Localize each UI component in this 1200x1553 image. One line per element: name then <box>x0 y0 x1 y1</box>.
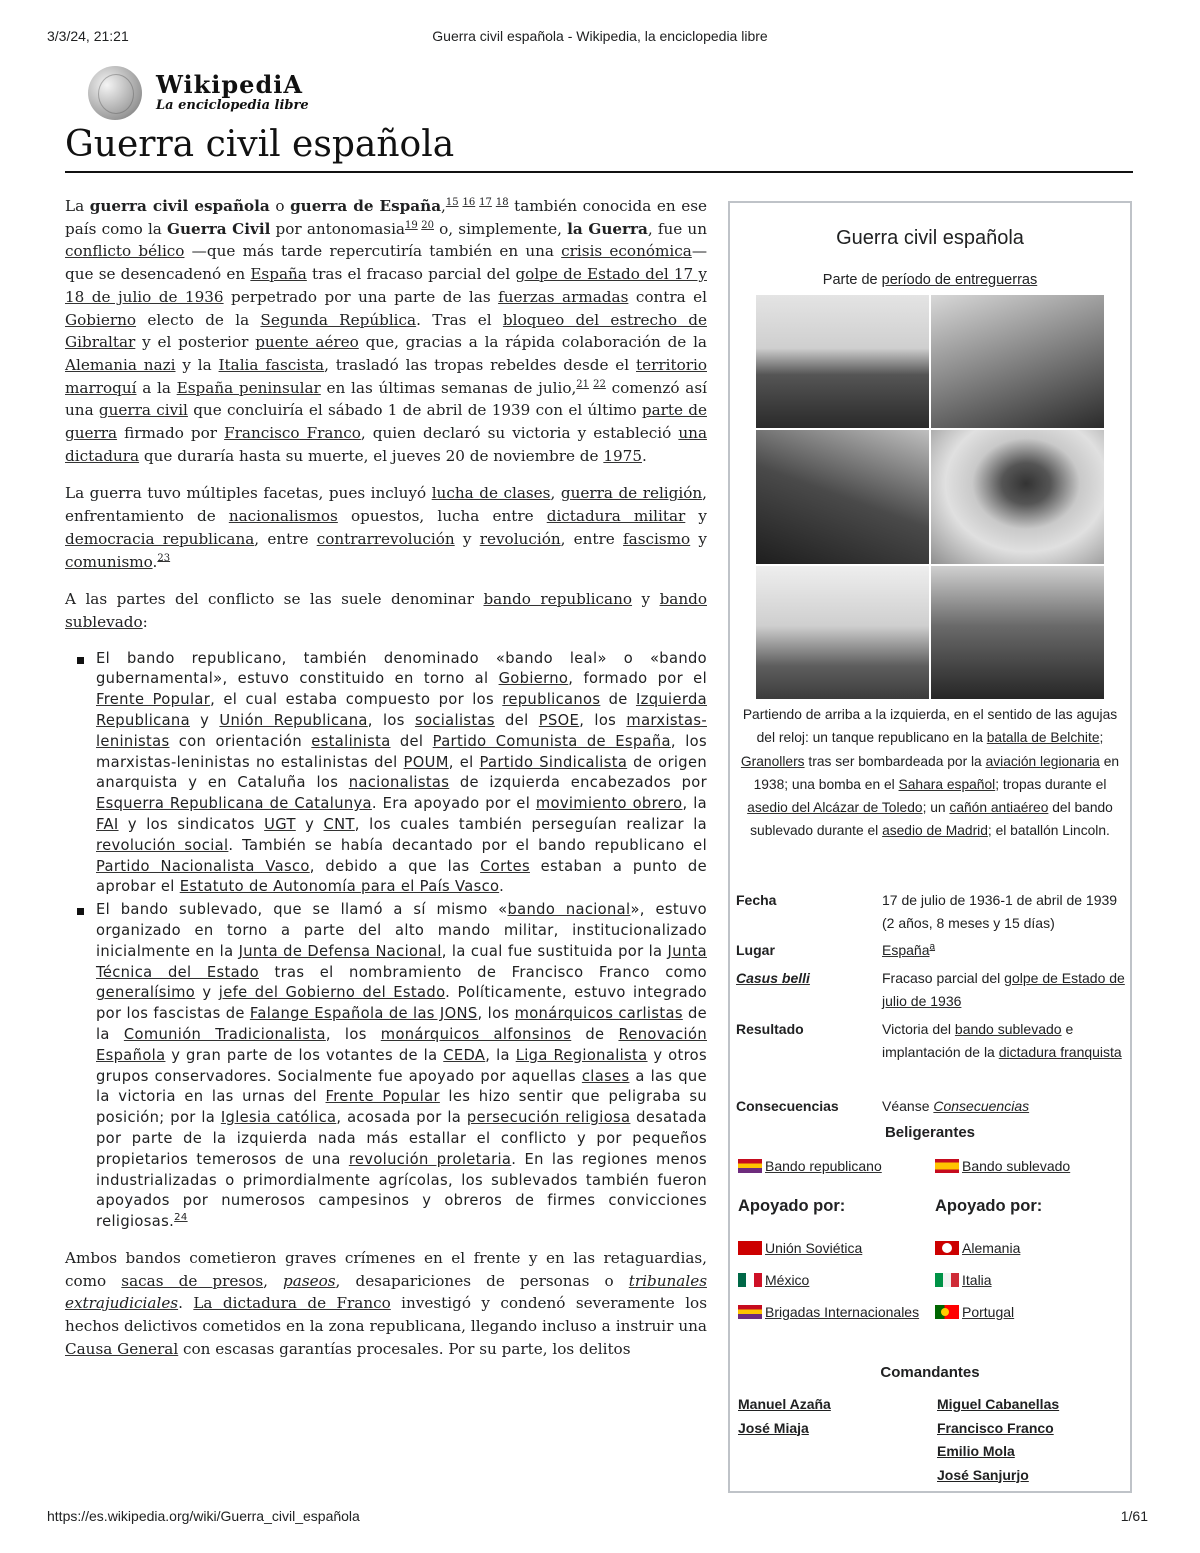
paragraph-sides: A las partes del conflicto se las suele denominar bando republicano y bando sublevado: <box>65 590 707 631</box>
commander-sub[interactable]: Francisco Franco <box>937 1419 1054 1436</box>
portugal-flag-icon <box>935 1305 959 1319</box>
nationalist-flag-icon <box>935 1159 959 1173</box>
logo-tagline: La enciclopedia libre <box>156 98 309 113</box>
article-body <box>65 195 707 1375</box>
apoyo-sub-2: Portugal <box>935 1301 1125 1323</box>
apoyado-rep-heading: Apoyado por: <box>738 1197 846 1215</box>
commander-sub[interactable]: José Sanjurjo <box>937 1466 1029 1483</box>
lugar-label: Lugar <box>736 942 775 958</box>
italy-flag-icon <box>935 1273 959 1287</box>
brigades-flag-icon <box>738 1305 762 1319</box>
mexico-flag-icon <box>738 1273 762 1287</box>
resultado-label: Resultado <box>736 1021 804 1037</box>
bando-rep: Bando republicano <box>738 1155 928 1177</box>
logo-wordmark: WikipediA <box>156 70 303 99</box>
consecuencias-link[interactable]: Consecuencias <box>933 1098 1030 1114</box>
photo-caption: Partiendo de arriba a la izquierda, en el sentido de las agujas del reloj: un tanque republicano en la batalla de Belchite; Granollers tras ser bombardeada por la aviación legionaria en 1938; una bomba en el Sahara español; tropas durante el asedio del Alcázar de Toledo; un cañón antiaéreo del bando sublevado durante el asedio de Madrid; el batallón Lincoln. <box>740 707 1120 839</box>
infobox-part-of <box>730 272 1130 288</box>
lugar-value <box>882 939 1126 962</box>
cmd-sublevado <box>937 1393 1127 1487</box>
title-divider <box>65 171 1133 173</box>
apoyo-rep-2: Brigadas Internacionales <box>738 1301 928 1323</box>
part-of-link[interactable]: período de entreguerras <box>881 272 1038 288</box>
photo-granollers[interactable] <box>931 295 1104 428</box>
sides-list <box>65 649 707 1233</box>
photo-montage[interactable] <box>756 295 1104 699</box>
photo-bomb[interactable] <box>931 430 1104 563</box>
consecuencias-value: Véanse Consecuencias <box>882 1098 1030 1114</box>
commander-rep[interactable]: Manuel Azaña <box>738 1396 831 1412</box>
soviet-flag-icon <box>738 1241 762 1255</box>
row-resultado <box>736 1018 1126 1088</box>
row-fecha <box>736 889 1126 935</box>
republic-flag-icon <box>738 1159 762 1173</box>
commander-sub[interactable]: Emilio Mola <box>937 1443 1015 1459</box>
list-item: El bando sublevado, que se llamó a sí mismo «bando nacional», estuvo organizado en torno a parte del alto mando militar, institucionalizado inicialmente en la Junta de Defensa Nacional, la cual fue sustituida por la Junta Técnica del Estado tras el nombramiento de Francisco Franco como generalísimo y jefe del Gobierno del Estado. Políticamente, estuvo integrado por los fascistas de Falange Española de las JONS, los monárquicos carlistas de la Comunión Tradicionalista, los monárquicos alfonsinos de Renovación Española y gran parte de los votantes de la CEDA, la Liga Regionalista y otros grupos conservadores. Socialmente fue apoyado por aquellas clases a las que la victoria en las urnas del Frente Popular les hizo sentir que peligraba su posición; por la Iglesia católica, acosada por la persecución religiosa desatada por parte de la izquierda nada más estallar el conflicto y por pequeños propietarios temerosos de una revolución proletaria. En las regiones menos industrializadas o primordialmente agrícolas, los sublevados también fueron apoyados por numerosos campesinos y obreros de firmes convicciones religiosas.$^{24}$ <box>65 900 707 1233</box>
comandantes-heading: Comandantes <box>880 1364 980 1381</box>
photo-antiaircraft[interactable] <box>756 566 929 699</box>
lugar-link[interactable]: España <box>882 942 930 958</box>
apoyo-sub-1: Italia <box>935 1269 1125 1291</box>
col-sublevado <box>935 1155 1125 1323</box>
col-republicano <box>738 1155 928 1323</box>
cmd-republicano <box>738 1393 928 1440</box>
apoyo-rep-1: México <box>738 1269 928 1291</box>
photo-lincoln[interactable] <box>931 566 1104 699</box>
infobox-title: Guerra civil española <box>836 227 1024 249</box>
paragraph-intro: La guerra civil española o guerra de España,$^{15 16 17 18}$ también conocida en ese país como la Guerra Civil por antonomasia$^{19 20}$ o, simplemente, la Guerra, fue un conflicto bélico —que más tarde repercutiría también en una crisis económica— que se desencadenó en España tras el fracaso parcial del golpe de Estado del 17 y 18 de julio de 1936 perpetrado por una parte de las fuerzas armadas contra el Gobierno electo de la Segunda República. Tras el bloqueo del estrecho de Gibraltar y el posterior puente aéreo que, gracias a la rápida colaboración de la Alemania nazi y la Italia fascista, trasladó las tropas rebeldes desde el territorio marroquí a la España peninsular en las últimas semanas de julio,$^{21 22}$ comenzó así una guerra civil que concluiría el sábado 1 de abril de 1939 con el último parte de guerra firmado por Francisco Franco, quien declaró su victoria y estableció una dictadura que duraría hasta su muerte, el jueves 20 de noviembre de 1975. <box>65 196 708 465</box>
print-title: Guerra civil española - Wikipedia, la enciclopedia libre <box>432 28 768 44</box>
commander-sub[interactable]: Miguel Cabanellas <box>937 1396 1060 1412</box>
photo-alcazar[interactable] <box>756 430 929 563</box>
lugar-note[interactable]: a <box>929 941 936 953</box>
print-page-number: 1/61 <box>1120 1508 1148 1524</box>
list-item: El bando republicano, también denominado «bando leal» o «bando gubernamental», estuvo constituido en torno al Gobierno, formado por el Frente Popular, el cual estaba compuesto por los republicanos de Izquierda Republicana y Unión Republicana, los socialistas del PSOE, los marxistas-leninistas con orientación estalinista del Partido Comunista de España, los marxistas-leninistas no estalinistas del POUM, el Partido Sindicalista de origen anarquista y en Cataluña los nacionalistas de izquierda encabezados por Esquerra Republicana de Catalunya. Era apoyado por el movimiento obrero, la FAI y los sindicatos UGT y CNT, los cuales también perseguían realizar la revolución social. También se había decantado por el bando republicano el Partido Nacionalista Vasco, debido a que las Cortes estaban a punto de aprobar el Estatuto de Autonomía para el País Vasco. <box>65 649 707 899</box>
apoyo-rep-0: Unión Soviética <box>738 1237 928 1259</box>
beligerantes-heading: Beligerantes <box>884 1124 976 1141</box>
print-url: https://es.wikipedia.org/wiki/Guerra_civil_española <box>47 1508 360 1524</box>
casus-value: Fracaso parcial del golpe de Estado de julio de 1936 <box>882 970 1125 1009</box>
germany-flag-icon <box>935 1241 959 1255</box>
apoyado-sub-heading: Apoyado por: <box>935 1197 1043 1215</box>
fecha-value: 17 de julio de 1936-1 de abril de 1939 (2 años, 8 meses y 15 días) <box>882 892 1118 931</box>
row-casus <box>736 967 1126 1013</box>
photo-tank[interactable] <box>756 295 929 428</box>
print-datetime: 3/3/24, 21:21 <box>47 28 129 44</box>
infobox <box>728 201 1132 1493</box>
resultado-value: Victoria del bando sublevado e implantación de la dictadura franquista <box>882 1021 1122 1060</box>
bando-sub: Bando sublevado <box>935 1155 1125 1177</box>
consecuencias-label: Consecuencias <box>736 1098 839 1114</box>
globe-icon <box>88 66 142 120</box>
paragraph-facets: La guerra tuvo múltiples facetas, pues incluyó lucha de clases, guerra de religión, enfrentamiento de nacionalismos opuestos, lucha entre dictadura militar y democracia republicana, entre contrarrevolución y revolución, entre fascismo y comunismo.$^{23}$ <box>65 484 707 571</box>
paragraph-crimes: Ambos bandos cometieron graves crímenes en el frente y en las retaguardias, como sacas de presos, paseos, desapariciones de personas o tribunales extrajudiciales. La dictadura de Franco investigó y condenó severamente los hechos delictivos cometidos en la zona republicana, llegando incluso a instruir una Causa General con escasas garantías procesales. Por su parte, los delitos <box>65 1248 707 1358</box>
apoyo-sub-0: Alemania <box>935 1237 1125 1259</box>
wikipedia-logo[interactable] <box>88 66 318 118</box>
part-of-prefix: Parte de <box>822 272 878 288</box>
fecha-label: Fecha <box>736 892 777 908</box>
page-title: Guerra civil española <box>65 124 455 165</box>
casus-label: Casus belli <box>736 970 810 986</box>
commander-rep[interactable]: José Miaja <box>738 1419 809 1436</box>
